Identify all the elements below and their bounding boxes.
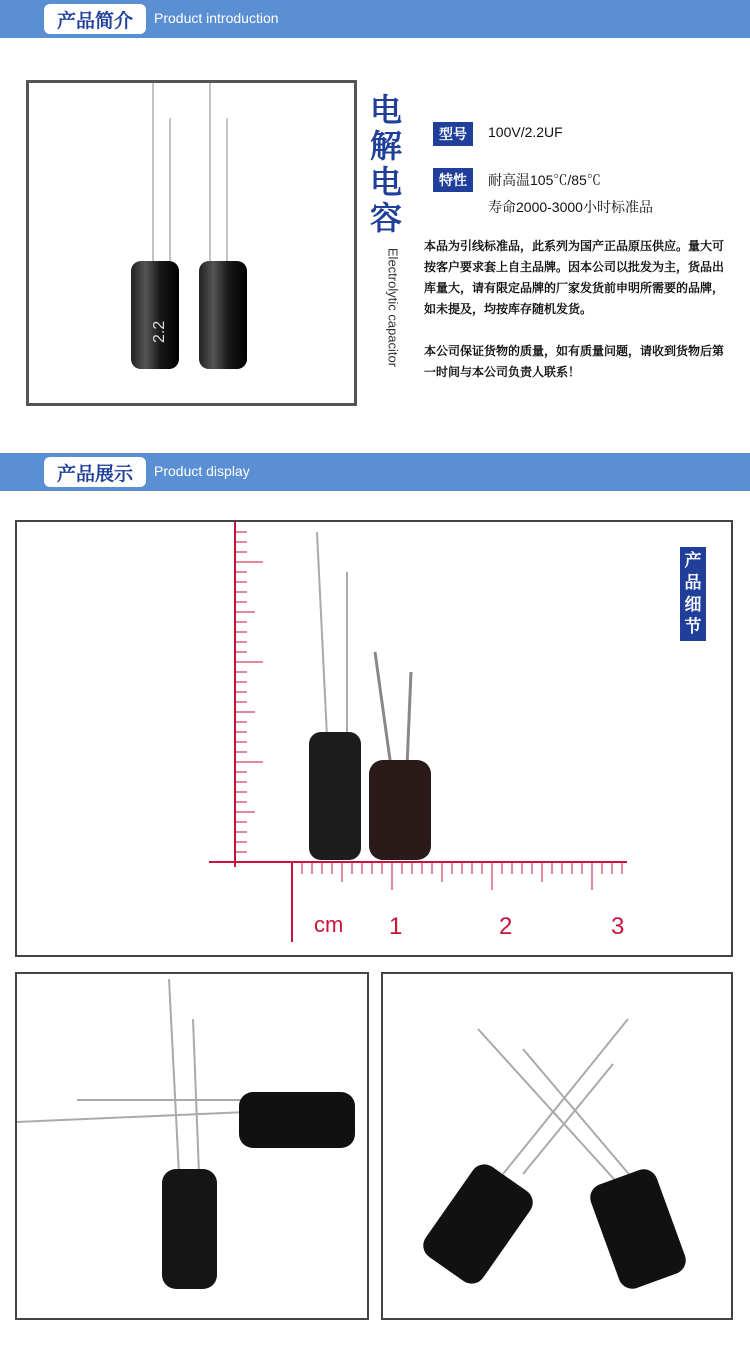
section-title-cn: 产品简介 [44, 4, 146, 34]
product-photo-angle-2 [381, 972, 733, 1320]
product-name-cn: 电解电容 [369, 91, 402, 237]
product-name-en: Electrolytic capacitor [385, 247, 401, 368]
svg-text:2.2: 2.2 [151, 320, 168, 343]
ruler-tick-1: 1 [389, 913, 403, 940]
feature-line-1: 耐高温105℃/85℃ [488, 172, 601, 188]
section-title-en: Product display [154, 463, 250, 479]
ruler-tick-3: 3 [611, 913, 625, 940]
section-banner-display [0, 453, 750, 491]
section-banner-introduction [0, 0, 750, 38]
section-title-cn: 产品展示 [44, 457, 146, 487]
feature-line-2: 寿命2000-3000小时标准品 [488, 199, 653, 215]
capacitor-marking [29, 83, 357, 406]
product-photo-ruler [15, 520, 733, 957]
product-photo-main [26, 80, 357, 406]
model-value: 100V/2.2UF [488, 124, 563, 140]
feature-label: 特性 [433, 168, 473, 192]
product-description-2: 本公司保证货物的质量，如有质量问题，请收到货物后第一时间与本公司负责人联系！ [424, 344, 725, 379]
ruler-graphic [17, 522, 731, 955]
model-label: 型号 [433, 122, 473, 146]
product-photo-angle-1 [15, 972, 369, 1320]
ruler-unit-label: cm [314, 912, 344, 937]
ruler-tick-2: 2 [499, 913, 513, 940]
detail-badge: 产品细节 [680, 547, 706, 641]
product-description-1: 本品为引线标准品，此系列为国产正品原压供应。量大可按客户要求套上自主品牌。因本公司以批发为主，货品出库量大，请有限定品牌的厂家发货前申明所需要的品牌，如未提及，均按库存随机发货。 [424, 239, 725, 316]
section-title-en: Product introduction [154, 10, 279, 26]
